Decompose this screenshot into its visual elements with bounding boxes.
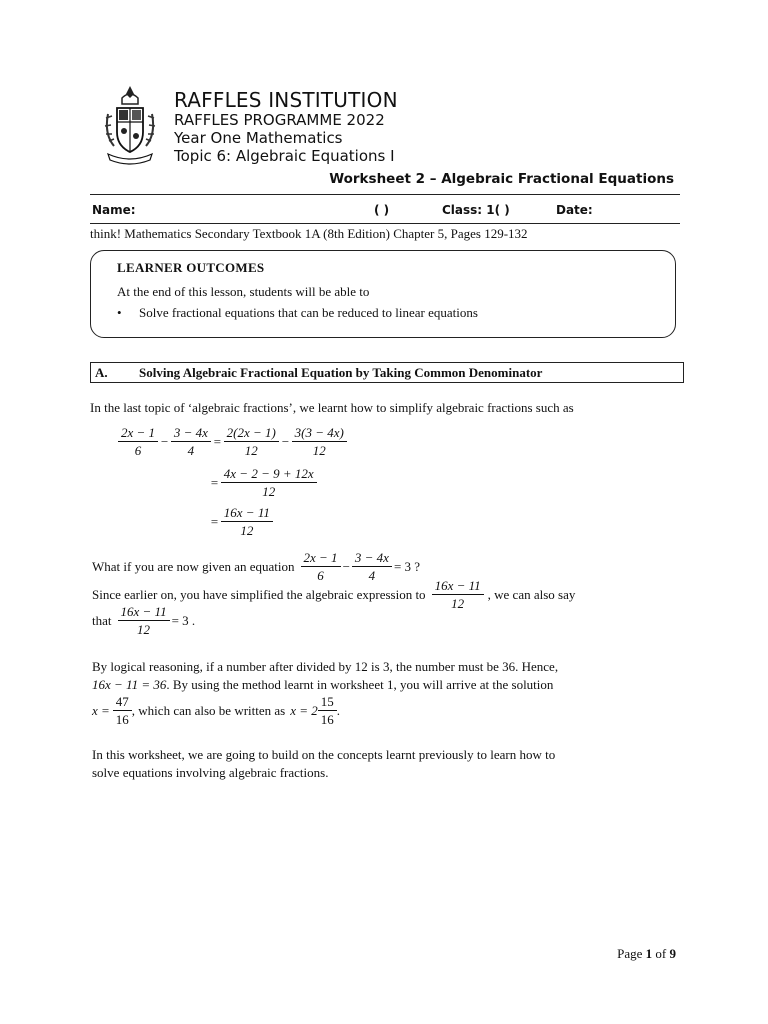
level-name: Year One Mathematics — [174, 129, 343, 147]
name-field-label: Name: — [92, 203, 136, 217]
fraction-expanded-2: $\frac{3(3 - 4x)}{12}$ — [292, 425, 347, 458]
fraction-simplified: $\frac{16x - 11}{12}$ — [221, 505, 273, 538]
index-number-field: ( ) — [374, 203, 390, 217]
paragraph-question: What if you are now given an equation $\frac{2x - 1}{6}$ − $\frac{3 - 4x}{4}$ = 3 ? — [92, 550, 421, 583]
fraction-3-4x-over-4: $\frac{3 - 4x}{4}$ — [171, 425, 211, 458]
equation-simplify-line2: = $\frac{4x - 2 - 9 + 12x}{12}$ — [208, 466, 317, 499]
learner-outcomes-intro: At the end of this lesson, students will be able to — [117, 284, 370, 299]
paragraph-that: that $\frac{16x - 11}{12}$ = 3 . — [92, 604, 196, 637]
paragraph-solution: x = $\frac{47}{16}$ , which can also be written as x = 2 $\frac{15}{16}$ . — [92, 694, 341, 727]
class-field-label: Class: 1( ) — [442, 203, 510, 217]
section-a-heading — [90, 362, 684, 383]
fraction-2x-1-over-6: $\frac{2x - 1}{6}$ — [118, 425, 158, 458]
topic-name: Topic 6: Algebraic Equations I — [174, 147, 395, 165]
fraction-expanded-1: $\frac{2(2x - 1)}{12}$ — [224, 425, 279, 458]
paragraph-closing-line1: In this worksheet, we are going to build on the concepts learnt previously to learn how to — [92, 747, 556, 762]
school-crest-logo — [100, 84, 160, 168]
bullet-icon: • — [117, 305, 122, 320]
paragraph-logical-reasoning-line2: 16x − 11 = 36. By using the method learnt in worksheet 1, you will arrive at the solution — [92, 677, 554, 692]
worksheet-title: Worksheet 2 – Algebraic Fractional Equations — [329, 171, 674, 187]
school-name: RAFFLES INSTITUTION — [174, 88, 398, 112]
section-a-label: A. — [95, 365, 108, 380]
page-number-footer: Page 1 of 9 — [617, 946, 676, 961]
equation-simplify-line3: = $\frac{16x - 11}{12}$ — [208, 505, 273, 538]
learner-outcomes-title: LEARNER OUTCOMES — [117, 260, 265, 275]
equation-simplify-line1: $\frac{2x - 1}{6}$ − $\frac{3 - 4x}{4}$ = $\frac{2(2x - 1)}{12}$ − $\frac{3(3 - 4x)}{12}$ — [118, 425, 347, 458]
paragraph-since-earlier: Since earlier on, you have simplified the algebraic expression to $\frac{16x - 11}{12}$ , we can also say — [92, 578, 576, 611]
info-row — [92, 203, 680, 219]
header-divider-bottom — [90, 223, 680, 224]
paragraph-logical-reasoning: By logical reasoning, if a number after divided by 12 is 3, the number must be 36. Hence, — [92, 659, 559, 674]
textbook-reference: think! Mathematics Secondary Textbook 1A (8th Edition) Chapter 5, Pages 129-132 — [90, 226, 528, 241]
section-a-title: Solving Algebraic Fractional Equation by Taking Common Denominator — [139, 365, 543, 380]
header-divider-top — [90, 194, 680, 195]
programme-name: RAFFLES PROGRAMME 2022 — [174, 111, 385, 129]
paragraph-intro: In the last topic of ‘algebraic fractions’, we learnt how to simplify algebraic fractions such as — [90, 400, 574, 415]
learner-outcomes-box — [90, 250, 676, 338]
fraction-combined: $\frac{4x - 2 - 9 + 12x}{12}$ — [221, 466, 317, 499]
date-field-label: Date: — [556, 203, 593, 217]
paragraph-closing-line2: solve equations involving algebraic fractions. — [92, 765, 329, 780]
learner-outcome-item: Solve fractional equations that can be reduced to linear equations — [139, 305, 478, 320]
